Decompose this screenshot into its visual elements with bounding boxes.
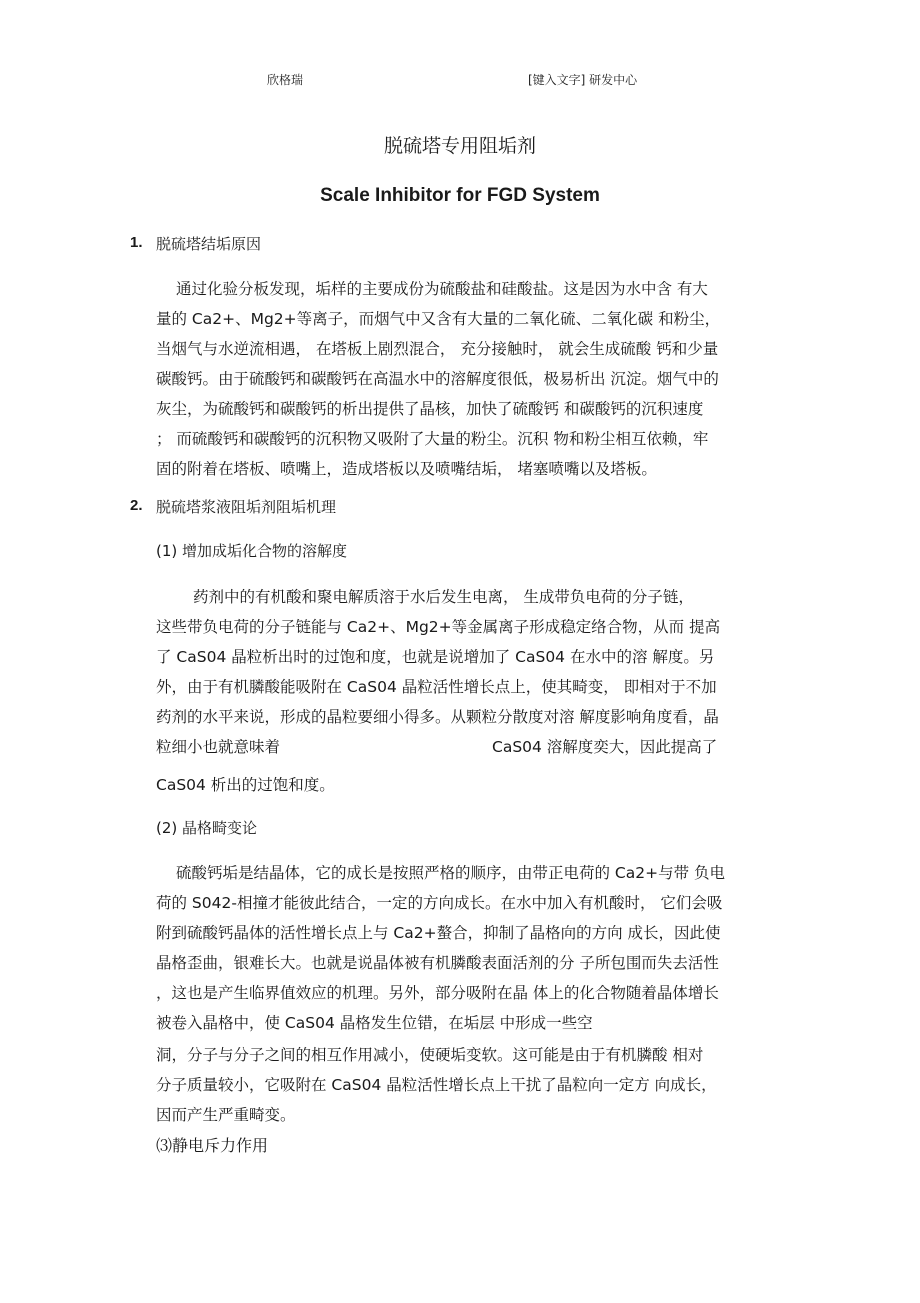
paragraph-line: 外，由于有机膦酸能吸附在 CaS04 晶粒活性增长点上，使其畸变， 即相对于不加 bbox=[156, 678, 717, 696]
paragraph-line: 粒细小也就意味着 bbox=[156, 738, 281, 756]
paragraph-line-tail: CaS04 溶解度奕大，因此提高了 bbox=[492, 738, 718, 756]
paragraph-line: 药剂中的有机酸和聚电解质溶于水后发生电离， 生成带负电荷的分子链， bbox=[193, 588, 694, 606]
paragraph-line: 固的附着在塔板、喷嘴上，造成塔板以及喷嘴结垢， 堵塞喷嘴以及塔板。 bbox=[156, 460, 657, 478]
paragraph-line: 药剂的水平来说，形成的晶粒要细小得多。从颗粒分散度对溶 解度影响角度看，晶 bbox=[156, 708, 719, 726]
paragraph-line: 荷的 S042-相撞才能彼此结合，一定的方向成长。在水中加入有机酸时， 它们会吸 bbox=[156, 894, 723, 912]
section1-number: 1. bbox=[130, 234, 143, 251]
subsection2-title: (2) 晶格畸变论 bbox=[156, 819, 258, 837]
paragraph-line: 晶格歪曲，银难长大。也就是说晶体被有机膦酸表面活剂的分 子所包围而失去活性 bbox=[156, 954, 719, 972]
paragraph-line: 碳酸钙。由于硫酸钙和碳酸钙在高温水中的溶解度很低，极易析出 沉淀。烟气中的 bbox=[156, 370, 719, 388]
paragraph-line: 因而产生严重畸变。 bbox=[156, 1106, 296, 1124]
paragraph-line: 洞，分子与分子之间的相互作用减小，使硬垢变软。这可能是由于有机膦酸 相对 bbox=[156, 1046, 704, 1064]
section1-title: 脱硫塔结垢原因 bbox=[156, 235, 262, 253]
paragraph-line: ，这也是产生临界值效应的机理。另外，部分吸附在晶 体上的化合物随着晶体增长 bbox=[156, 984, 719, 1002]
title-english: Scale Inhibitor for FGD System bbox=[320, 185, 600, 206]
paragraph-line: 了 CaS04 晶粒析出时的过饱和度，也就是说增加了 CaS04 在水中的溶 解度。另 bbox=[156, 648, 715, 666]
paragraph-line: ； 而硫酸钙和碳酸钙的沉积物又吸附了大量的粉尘。沉积 物和粉尘相互依赖，牢 bbox=[156, 430, 709, 448]
paragraph-line: 量的 Ca2+、Mg2+等离子，而烟气中又含有大量的二氧化硫、二氧化碳 和粉尘， bbox=[156, 310, 721, 328]
paragraph-line: 这些带负电荷的分子链能与 Ca2+、Mg2+等金属离子形成稳定络合物，从而 提高 bbox=[156, 618, 721, 636]
paragraph-line: 分子质量较小，它吸附在 CaS04 晶粒活性增长点上干扰了晶粒向一定方 向成长， bbox=[156, 1076, 717, 1094]
paragraph-line: 硫酸钙垢是结晶体，它的成长是按照严格的顺序，由带正电荷的 Ca2+与带 负电 bbox=[176, 864, 726, 882]
section2-number: 2. bbox=[130, 497, 143, 514]
subsection3-title: ⑶静电斥力作用 bbox=[156, 1136, 269, 1155]
paragraph-line: 灰尘，为硫酸钙和碳酸钙的析出提供了晶核，加快了硫酸钙 和碳酸钙的沉积速度 bbox=[156, 400, 704, 418]
header-left: 欣格瑞 bbox=[267, 73, 304, 87]
paragraph-line: 当烟气与水逆流相遇， 在塔板上剧烈混合， 充分接触时， 就会生成硫酸 钙和少量 bbox=[156, 340, 719, 358]
header-right: [键入文字] 研发中心 bbox=[528, 73, 638, 87]
paragraph-line: 被卷入晶格中，使 CaS04 晶格发生位错，在垢层 中形成一些空 bbox=[156, 1014, 593, 1032]
subsection1-title: (1) 增加成垢化合物的溶解度 bbox=[156, 542, 348, 560]
paragraph-line: 附到硫酸钙晶体的活性增长点上与 Ca2+螯合，抑制了晶格向的方向 成长，因此使 bbox=[156, 924, 721, 942]
paragraph-line: 通过化验分板发现，垢样的主要成份为硫酸盐和硅酸盐。这是因为水中含 有大 bbox=[176, 280, 708, 298]
section2-title: 脱硫塔浆液阻垢剂阻垢机理 bbox=[156, 498, 337, 516]
paragraph-line: CaS04 析出的过饱和度。 bbox=[156, 776, 335, 794]
title-chinese: 脱硫塔专用阻垢剂 bbox=[383, 135, 536, 157]
